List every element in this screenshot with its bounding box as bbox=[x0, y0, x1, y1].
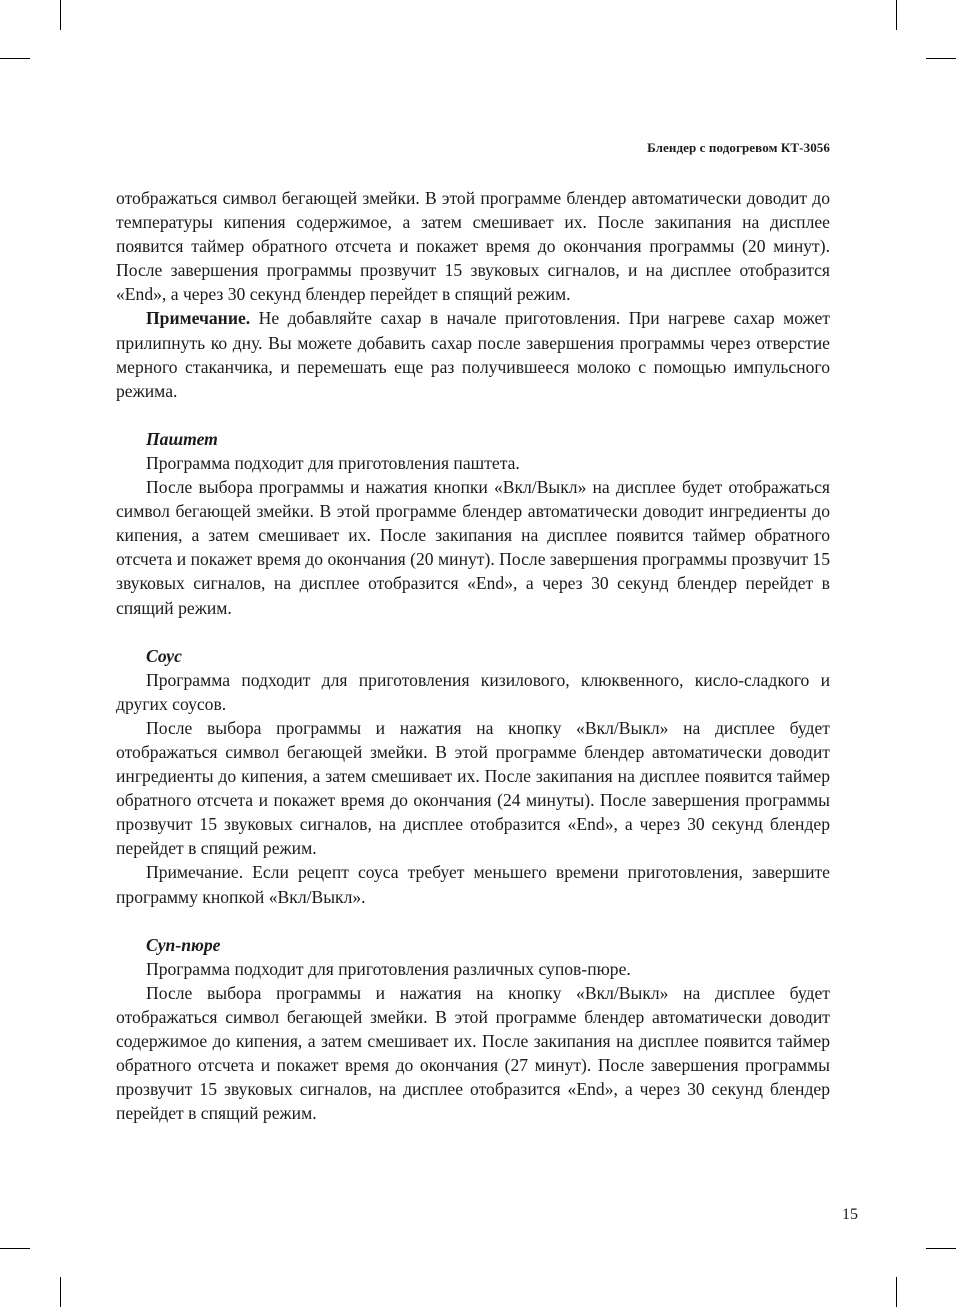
crop-mark-bottom-left bbox=[60, 1277, 61, 1307]
section-paragraph: После выбора программы и нажатия на кнопку «Вкл/Выкл» на дисплее будет отображаться символ бегающей змейки. В этой программе блендер автоматически доводит содержимое до кипения, а затем смешивает их. После закипания на дисплее появится таймер обратного отсчета и покажет время до окончания (27 минут). После завершения программы прозвучит 15 звуковых сигналов, на дисплее отобразится «End», а через 30 секунд блендер перейдет в спящий режим. bbox=[116, 982, 830, 1124]
note-text: Не добавляйте сахар в начале приготовления. При нагреве сахар может прилипнуть ко дну. Вы можете добавить сахар после завершения программы через отверстие мерного стаканчика, и перемешать еще раз получившееся молоко с помощью импульсного режима. bbox=[116, 308, 830, 401]
section-title: Суп-пюре bbox=[146, 934, 221, 955]
intro-paragraph: отображаться символ бегающей змейки. В этой программе блендер автоматически доводит до температуры кипения содержимое, а затем смешивает их. После закипания на дисплее появится таймер обратного отсчета и покажет время до окончания программы (20 минут). После завершения программы прозвучит 15 звуковых сигналов, и на дисплее отобразится «End», а через 30 секунд блендер перейдет в спящий режим. bbox=[116, 188, 830, 305]
crop-mark-bottom-right bbox=[896, 1277, 897, 1307]
section-title: Соус bbox=[146, 645, 182, 666]
intro-note bbox=[116, 306, 830, 402]
page-number: 15 bbox=[842, 1206, 858, 1223]
section-soup-puree bbox=[116, 933, 830, 1126]
running-header: Блендер с подогревом КТ-3056 bbox=[647, 140, 830, 155]
crop-mark-right-upper bbox=[926, 58, 956, 59]
crop-mark-top-left bbox=[60, 0, 61, 30]
section-paragraph: Программа подходит для приготовления паштета. bbox=[146, 452, 520, 473]
section-paragraph: Программа подходит для приготовления кизилового, клюквенного, кисло-сладкого и других соусов. bbox=[116, 669, 830, 714]
crop-mark-right-lower bbox=[926, 1248, 956, 1249]
crop-mark-left-upper bbox=[0, 58, 30, 59]
crop-mark-left-lower bbox=[0, 1248, 30, 1249]
page-body bbox=[116, 186, 830, 1125]
crop-mark-top-right bbox=[896, 0, 897, 30]
section-paragraph: Программа подходит для приготовления различных супов-пюре. bbox=[146, 958, 631, 979]
section-title: Паштет bbox=[146, 428, 218, 449]
section-paragraph: После выбора программы и нажатия кнопки «Вкл/Выкл» на дисплее будет отображаться символ бегающей змейки. В этой программе блендер автоматически доводит ингредиенты до кипения, а затем смешивает их. После закипания на дисплее появится таймер обратного отсчета и покажет время до окончания (20 минут). После завершения программы прозвучит 15 звуковых сигналов, на дисплее отобразится «End», а через 30 секунд блендер перейдет в спящий режим. bbox=[116, 477, 830, 618]
section-paragraph: Примечание. Если рецепт соуса требует меньшего времени приготовления, завершите программу кнопкой «Вкл/Выкл». bbox=[116, 862, 830, 907]
section-paragraph: После выбора программы и нажатия на кнопку «Вкл/Выкл» на дисплее будет отображаться символ бегающей змейки. В этой программе блендер автоматически доводит ингредиенты до кипения, а затем смешивает их. После закипания на дисплее появится таймер обратного отсчета и покажет время до окончания (24 минуты). После завершения программы прозвучит 15 звуковых сигналов, на дисплее отобразится «End», а через 30 секунд блендер перейдет в спящий режим. bbox=[116, 717, 830, 859]
section-pate bbox=[116, 427, 830, 620]
section-sauce bbox=[116, 644, 830, 909]
note-label: Примечание. bbox=[146, 308, 251, 329]
